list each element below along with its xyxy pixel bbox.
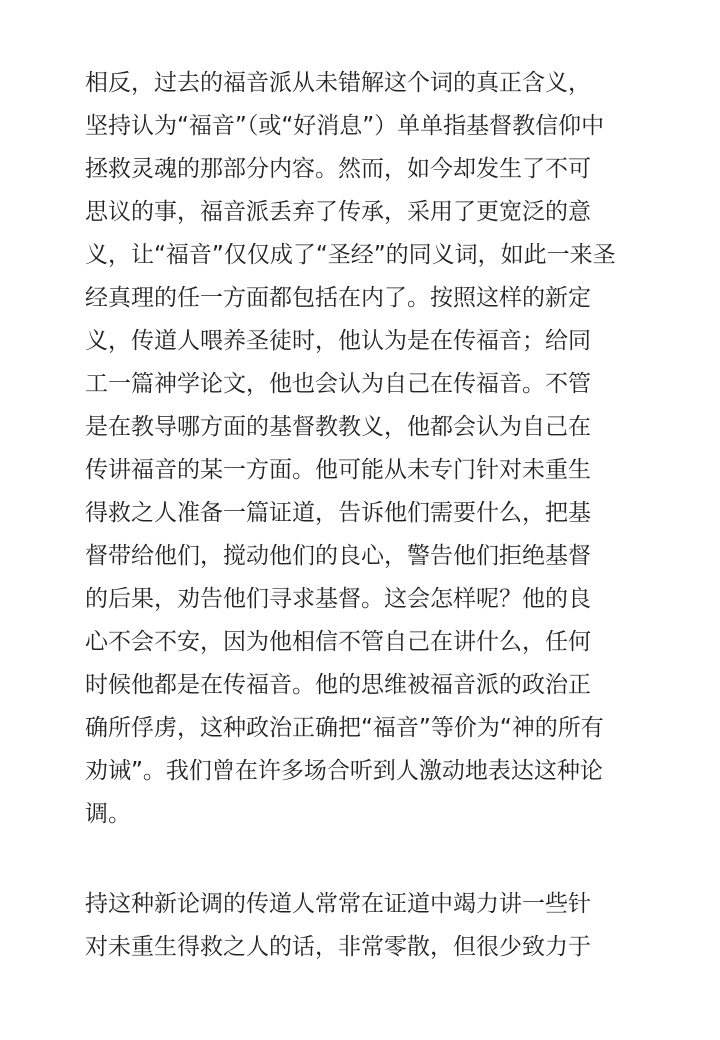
text-line: 义，让“福音”仅仅成了“圣经”的同义词，如此一来圣 [85,242,616,268]
text-line: 持这种新论调的传道人常常在证道中竭力讲一些针 [85,891,591,917]
text-line: 时候他都是在传福音。他的思维被福音派的政治正 [85,672,591,698]
text-line: 义，传道人喂养圣徒时，他认为是在传福音；给同 [85,328,591,354]
text-line: 督带给他们，搅动他们的良心，警告他们拒绝基督 [85,543,591,569]
text-line: 确所俘虏，这种政治正确把“福音”等价为“神的所有 [85,715,604,741]
text-line: 相反，过去的福音派从未错解这个词的真正含义， [85,70,591,96]
text-line: 得救之人准备一篇证道，告诉他们需要什么，把基 [85,500,591,526]
text-line: 是在教导哪方面的基督教教义，他都会认为自己在 [85,414,591,440]
text-line: 调。 [85,801,131,827]
text-line: 坚持认为“福音”（或“好消息”）单单指基督教信仰中 [85,113,605,139]
text-line: 传讲福音的某一方面。他可能从未专门针对未重生 [85,457,591,483]
text-line: 拯救灵魂的那部分内容。然而，如今却发生了不可 [85,156,591,182]
text-line: 劝诫”。我们曾在许多场合听到人激动地表达这种论 [85,758,603,784]
text-line: 的后果，劝告他们寻求基督。这会怎样呢？他的良 [85,586,591,612]
text-line: 思议的事，福音派丢弃了传承，采用了更宽泛的意 [85,199,591,225]
text-line: 工一篇神学论文，他也会认为自己在传福音。不管 [85,371,591,397]
text-line: 对未重生得救之人的话，非常零散，但很少致力于 [85,934,591,960]
text-line: 心不会不安，因为他相信不管自己在讲什么，任何 [85,629,591,655]
text-line: 经真理的任一方面都包括在内了。按照这样的新定 [85,285,591,311]
